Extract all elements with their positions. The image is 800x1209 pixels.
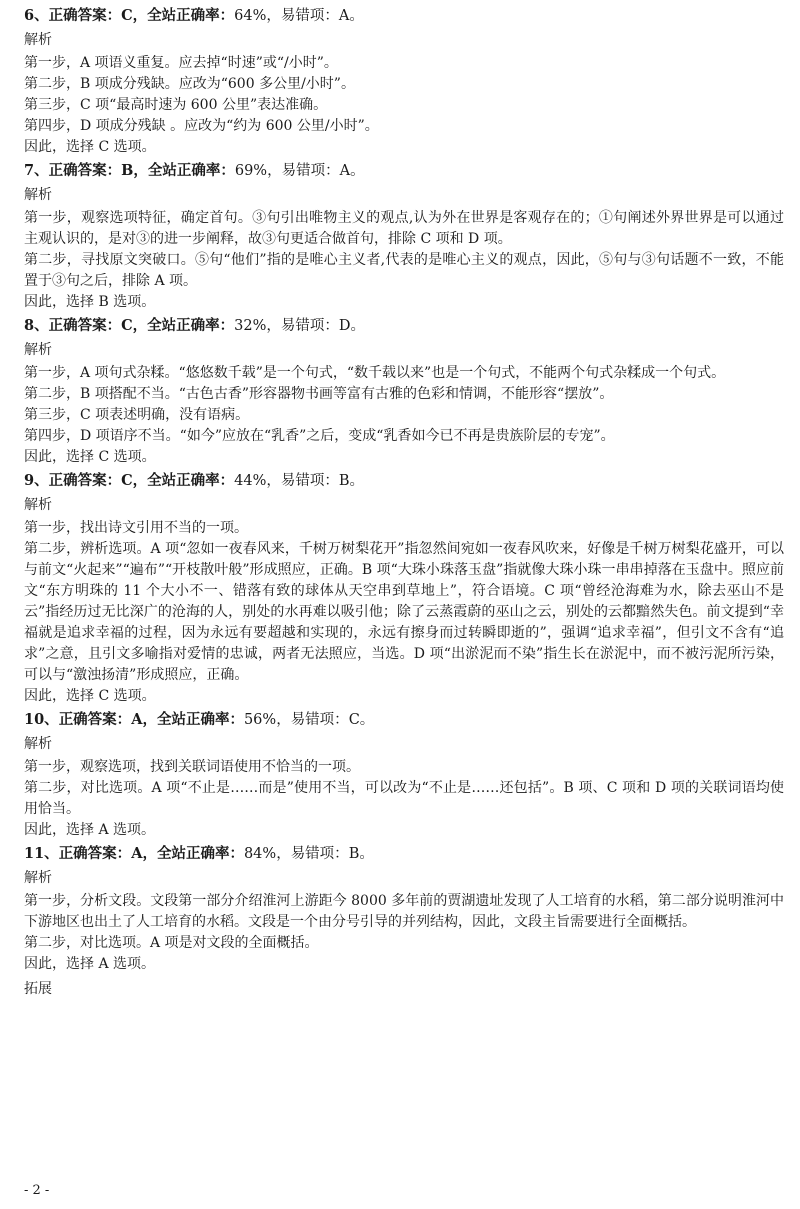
separator: ， [142, 711, 157, 728]
correct-answer: C [121, 7, 133, 24]
question-answer-header [24, 160, 784, 182]
question-number: 7、 [24, 162, 49, 179]
correct-answer: A [131, 845, 143, 862]
wrong-option: A。 [338, 8, 364, 24]
separator: ， [267, 163, 282, 179]
wrong-label: 易错项： [281, 163, 340, 179]
correct-rate: 64% [234, 8, 267, 24]
answer-label: 正确答案： [48, 472, 122, 489]
wrong-option: D。 [338, 318, 366, 334]
question-block [24, 315, 784, 468]
answer-label: 正确答案： [48, 317, 122, 334]
correct-rate: 44% [234, 473, 267, 489]
correct-rate: 84% [243, 846, 277, 862]
separator: ， [276, 712, 291, 728]
question-number: 9、 [24, 472, 49, 489]
wrong-option: B。 [338, 473, 365, 489]
analysis-step: 第二步，B 项成分残缺。应改为“600 多公里/小时”。 [24, 76, 355, 92]
analysis-step: 第一步，找出诗文引用不当的一项。 [24, 520, 248, 536]
separator: ， [266, 473, 281, 489]
question-answer-header [24, 843, 784, 865]
rate-label: 全站正确率： [147, 162, 235, 179]
question-answer-header [24, 709, 784, 731]
answer-label: 正确答案： [58, 711, 132, 728]
wrong-label: 易错项： [280, 318, 339, 334]
separator: ， [133, 162, 148, 179]
analysis-step: 第二步，辨析选项。A 项“忽如一夜春风来，千树万树梨花开”指忽然间宛如一夜春风吹来，好像是千树万树梨花盛开，可以与前文“火起来”“遍布”“开枝散叶般”形成照应，正确。B 项“大珠小珠落玉盘”指就像大珠小珠一串串掉落在玉盘中。照应前文“东方明珠的 11 个大小不一、错落有致的球体从天空串到草地上”，符合语境。C 项“曾经沧海难为水，除去巫山不是云”指经历过无比深广的沧海的人，别处的水再难以吸引他；除了云蒸霞蔚的巫山之云，别处的云都黯然失色。前文提到“幸福就是追求幸福的过程，因为永远有要超越和实现的，永远有擦身而过转瞬即逝的”，强调“追求幸福”，但引文不含有“追求”之意，且引文多喻指对爱情的忠诚，两者无法照应，当选。D 项“出淤泥而不染”指生长在淤泥中，而不被污泥所污染，可以与“激浊扬清”形成照应，正确。 [24, 541, 784, 683]
rate-label: 全站正确率： [156, 845, 244, 862]
analysis-label: 解析 [24, 32, 52, 48]
analysis-label: 解析 [24, 187, 52, 203]
analysis-step: 第一步，观察选项特征，确定首句。③句引出唯物主义的观点,认为外在世界是客观存在的；①句阐述外界世界是可以通过主观认识的，是对③的进一步阐释，故③句更适合做首句，排除 C 项和 D 项。 [24, 210, 784, 247]
question-block [24, 160, 784, 313]
wrong-label: 易错项： [290, 712, 349, 728]
wrong-option: C。 [348, 712, 375, 728]
correct-rate: 32% [234, 318, 267, 334]
extension-label: 拓展 [24, 981, 52, 997]
question-block [24, 5, 784, 158]
correct-answer: B [121, 162, 134, 179]
analysis-step: 因此，选择 A 选项。 [24, 822, 156, 838]
analysis-step: 因此，选择 A 选项。 [24, 956, 156, 972]
wrong-label: 易错项： [280, 473, 339, 489]
analysis-step: 第二步，对比选项。A 项是对文段的全面概括。 [24, 935, 319, 951]
correct-rate: 56% [243, 712, 277, 728]
analysis-step: 第一步，观察选项，找到关联词语使用不恰当的一项。 [24, 759, 360, 775]
question-block [24, 470, 784, 707]
analysis-step: 第三步，C 项“最高时速为 600 公里”表达准确。 [24, 97, 328, 113]
question-number: 8、 [24, 317, 49, 334]
correct-answer: A [131, 711, 143, 728]
rate-label: 全站正确率： [156, 711, 244, 728]
separator: ， [276, 846, 291, 862]
analysis-step: 第二步，寻找原文突破口。⑤句“他们”指的是唯心主义者,代表的是唯心主义的观点，因此，⑤句与③句话题不一致，不能置于③句之后，排除 A 项。 [24, 252, 784, 289]
separator: ， [266, 8, 281, 24]
analysis-step: 第四步，D 项语序不当。“如今”应放在“乳香”之后，变成“乳香如今已不再是贵族阶层的专宠”。 [24, 428, 615, 444]
rate-label: 全站正确率： [147, 7, 235, 24]
question-answer-header [24, 5, 784, 27]
correct-rate: 69% [234, 163, 268, 179]
analysis-label: 解析 [24, 497, 52, 513]
rate-label: 全站正确率： [147, 472, 235, 489]
answer-label: 正确答案： [48, 162, 122, 179]
wrong-label: 易错项： [280, 8, 339, 24]
correct-answer: C [121, 317, 133, 334]
analysis-step: 因此，选择 B 选项。 [24, 294, 156, 310]
question-block [24, 843, 784, 975]
question-answer-header [24, 470, 784, 492]
analysis-step: 第一步，分析文段。文段第一部分介绍淮河上游距今 8000 多年前的贾湖遗址发现了人工培育的水稻，第二部分说明淮河中下游地区也出土了人工培育的水稻。文段是一个由分号引导的并列结构，因此，文段主旨需要进行全面概括。 [24, 893, 784, 930]
separator: ， [142, 845, 157, 862]
separator: ， [132, 472, 148, 489]
wrong-label: 易错项： [290, 846, 349, 862]
analysis-step: 第一步，A 项句式杂糅。“悠悠数千载”是一个句式，“数千载以来”也是一个句式，不能两个句式杂糅成一个句式。 [24, 365, 726, 381]
question-block [24, 709, 784, 841]
analysis-step: 第三步，C 项表述明确，没有语病。 [24, 407, 250, 423]
wrong-option: A。 [339, 163, 365, 179]
analysis-step: 因此，选择 C 选项。 [24, 449, 156, 465]
analysis-step: 第二步，B 项搭配不当。“古色古香”形容器物书画等富有古雅的色彩和情调，不能形容“摆放”。 [24, 386, 614, 402]
answer-analysis-content [24, 3, 784, 1000]
separator: ， [266, 318, 281, 334]
correct-answer: C [121, 472, 133, 489]
wrong-option: B。 [348, 846, 374, 862]
answer-label: 正确答案： [48, 7, 122, 24]
answer-label: 正确答案： [58, 845, 132, 862]
separator: ， [132, 7, 148, 24]
page-number: - 2 - [24, 1183, 50, 1198]
analysis-step: 因此，选择 C 选项。 [24, 139, 156, 155]
question-number: 6、 [24, 7, 49, 24]
question-answer-header [24, 315, 784, 337]
analysis-label: 解析 [24, 342, 52, 358]
analysis-step: 第四步，D 项成分残缺 。应改为“约为 600 公里/小时”。 [24, 118, 379, 134]
separator: ， [132, 317, 148, 334]
analysis-label: 解析 [24, 870, 52, 886]
analysis-step: 第一步，A 项语义重复。应去掉“时速”或“/小时”。 [24, 55, 338, 71]
question-number: 10、 [24, 711, 59, 728]
analysis-label: 解析 [24, 736, 52, 752]
analysis-step: 因此，选择 C 选项。 [24, 688, 156, 704]
rate-label: 全站正确率： [147, 317, 235, 334]
question-number: 11、 [24, 845, 59, 862]
analysis-step: 第二步，对比选项。A 项“不止是……而是”使用不当，可以改为“不止是……还包括”。B 项、C 项和 D 项的关联词语均使用恰当。 [24, 780, 784, 817]
